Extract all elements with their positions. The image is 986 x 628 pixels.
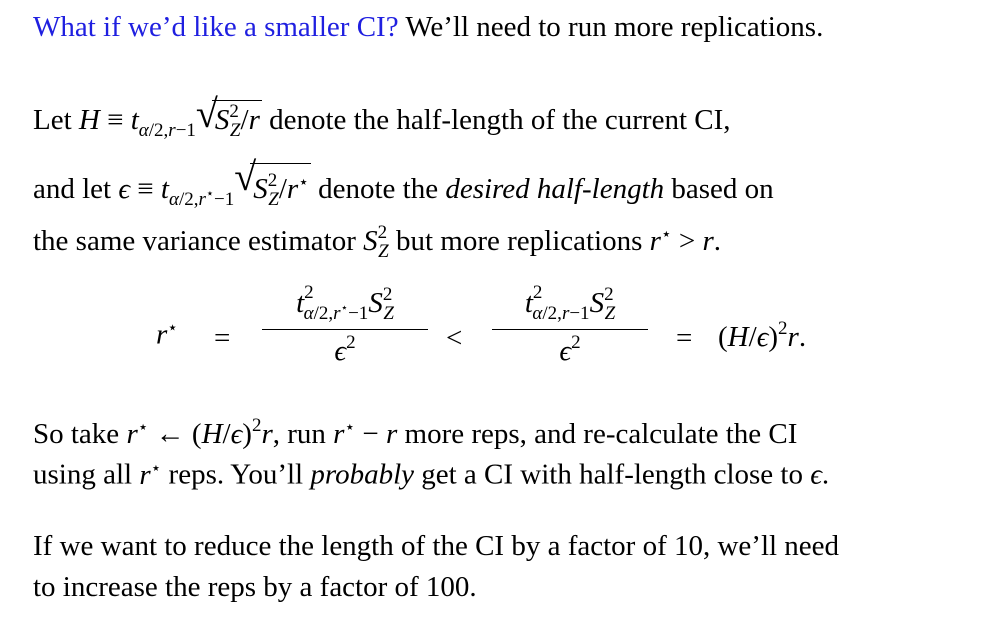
formula-r-star: r⋆ (139, 458, 162, 491)
para2-line2-emphasis: desired half-length (445, 173, 665, 205)
display-equation (0, 284, 986, 384)
eq-lhs: r⋆ (156, 318, 178, 351)
para2-line3-mid: but more replications (395, 225, 643, 257)
formula-epsilon: ϵ. (810, 458, 830, 491)
para2-line1 (33, 91, 731, 149)
eq-equals-2: = (676, 322, 693, 354)
para3-line1-suffix: more reps, and re-calculate the CI (404, 418, 798, 450)
para3-line1 (33, 408, 797, 452)
intro-line (33, 9, 823, 45)
para2-line2-suffix: based on (671, 173, 774, 205)
eq-equals-1: = (214, 322, 231, 354)
para2-line1-prefix: Let (33, 104, 72, 136)
para3-line2-mid: reps. You’ll (168, 458, 304, 491)
para2-line2-prefix: and let (33, 173, 112, 205)
formula-r-star-gt-r: r⋆ > r. (649, 224, 722, 257)
para2-line2-mid: denote the (318, 173, 439, 205)
para3-line2-prefix: using all (33, 458, 133, 491)
eq-fraction-2: $t^2_{\alpha/2,r-1}S^2_Z$ $\epsilon^2$ (492, 284, 648, 368)
para3-line1-mid: , run (272, 418, 326, 450)
para2-line3-prefix: the same variance estimator (33, 225, 356, 257)
para3-line2 (33, 450, 829, 493)
intro-question: What if we’d like a smaller CI? (33, 11, 399, 43)
para4-line1: If we want to reduce the length of the CI by a factor of 10, we’ll need (33, 530, 840, 562)
formula-update: r⋆ ← $(H/\epsilon)^2r$ (126, 415, 273, 450)
eq-rhs: $(H/\epsilon)^2r$. (718, 318, 807, 353)
formula-diff: r⋆ − r (333, 417, 398, 450)
eq-less-than: < (446, 322, 463, 354)
para3-line2-emphasis: probably (310, 458, 414, 491)
para2-line2 (33, 154, 774, 218)
para2-line3 (33, 215, 721, 270)
para4-line2: to increase the reps by a factor of 100. (33, 571, 477, 603)
formula-epsilon-definition: $\epsilon \equiv t_{\alpha/2,r^⋆-1}$ √ $S^2_Z/r^⋆$ (118, 173, 310, 205)
para3-line1-prefix: So take (33, 418, 120, 450)
eq-fraction-1: $t^2_{\alpha/2,r^⋆-1}S^2_Z$ $\epsilon^2$ (262, 284, 428, 368)
formula-S2Z: $S^2_Z$ (363, 222, 389, 262)
para2-line1-suffix: denote the half-length of the current CI, (269, 104, 731, 136)
para3-line2-suffix: get a CI with half-length close to (421, 458, 803, 491)
formula-H-definition: $H \equiv t_{\alpha/2,r-1}$ √ $S^2_Z/r$ (79, 104, 262, 136)
intro-answer: We’ll need to run more replications. (405, 11, 824, 43)
